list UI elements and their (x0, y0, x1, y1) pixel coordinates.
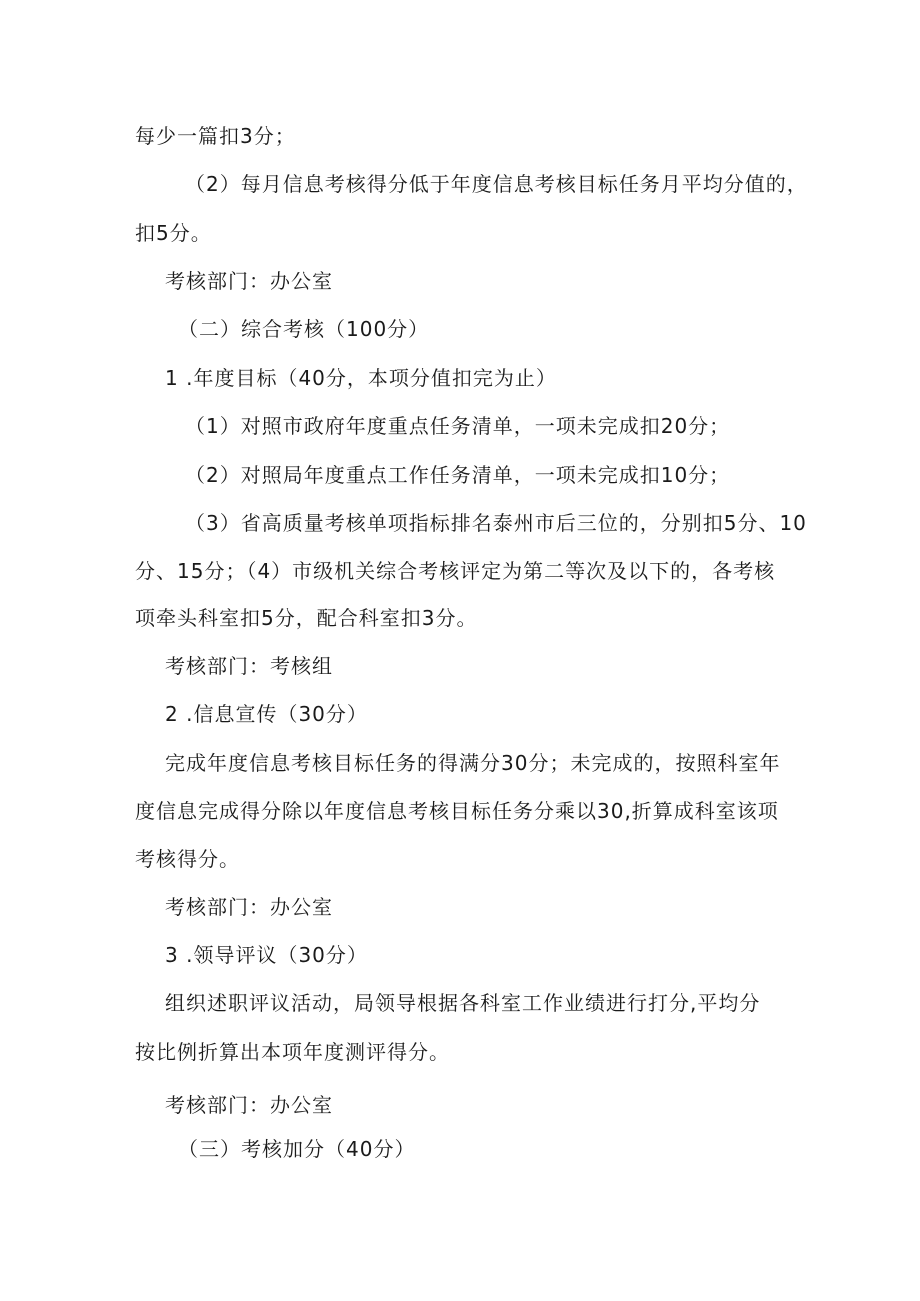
text-line: 考核部门：办公室 (165, 1093, 333, 1117)
text-line: 考核部门：办公室 (165, 895, 333, 919)
text-line: 分、15分；（4）市级机关综合考核评定为第二等次及以下的，各考核 (135, 559, 776, 583)
text-line: 度信息完成得分除以年度信息考核目标任务分乘以30,折算成科室该项 (135, 799, 779, 823)
section-heading: （三）考核加分（40分） (178, 1137, 416, 1161)
text-line: 每少一篇扣3分； (135, 124, 296, 148)
text-line: 项牵头科室扣5分，配合科室扣3分。 (135, 606, 478, 630)
text-line: 组织述职评议活动，局领导根据各科室工作业绩进行打分,平均分 (165, 991, 761, 1015)
subsection-heading: 2 .信息宣传（30分） (165, 702, 368, 726)
text-line: （2）对照局年度重点工作任务清单，一项未完成扣10分； (185, 463, 731, 487)
text-line: 按比例折算出本项年度测评得分。 (135, 1040, 450, 1064)
text-line: 考核部门：考核组 (165, 654, 333, 678)
section-heading: （二）综合考核（100分） (178, 317, 430, 341)
text-line: 完成年度信息考核目标任务的得满分30分；未完成的，按照科室年 (165, 751, 781, 775)
subsection-heading: 1 .年度目标（40分，本项分值扣完为止） (165, 366, 557, 390)
text-line: 扣5分。 (135, 221, 212, 245)
subsection-heading: 3 .领导评议（30分） (165, 943, 368, 967)
text-line: （2）每月信息考核得分低于年度信息考核目标任务月平均分值的， (185, 172, 808, 196)
text-line: 考核部门：办公室 (165, 269, 333, 293)
text-line: （1）对照市政府年度重点任务清单，一项未完成扣20分； (185, 414, 731, 438)
text-line: 考核得分。 (135, 847, 240, 871)
text-line: （3）省高质量考核单项指标排名泰州市后三位的，分别扣5分、10 (185, 511, 807, 535)
